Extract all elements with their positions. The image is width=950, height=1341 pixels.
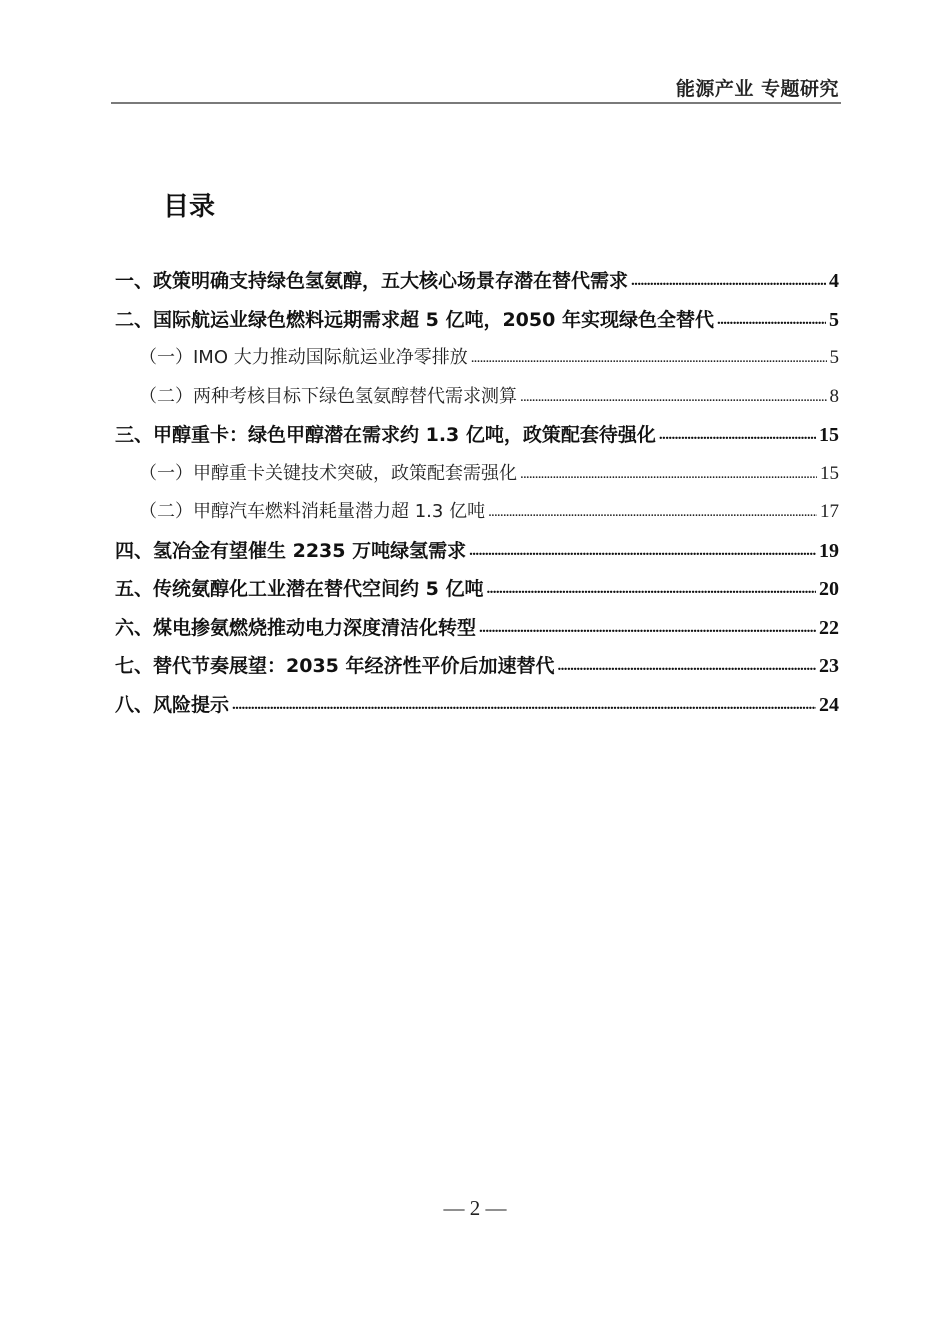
toc-entry[interactable] — [115, 301, 839, 340]
toc-entry-page: 24 — [819, 693, 839, 716]
toc-leader-dots — [232, 686, 816, 725]
page-header — [111, 70, 841, 104]
toc-entry[interactable] — [115, 686, 839, 725]
toc-subentry[interactable] — [115, 455, 839, 494]
table-of-contents — [115, 262, 839, 724]
toc-leader-dots — [520, 455, 817, 494]
toc-subentry[interactable] — [115, 339, 839, 378]
toc-leader-dots — [631, 262, 826, 301]
toc-leader-dots — [469, 532, 816, 571]
toc-entry[interactable] — [115, 647, 839, 686]
header-title: 能源产业 专题研究 — [675, 78, 839, 100]
toc-entry-page: 22 — [819, 616, 839, 639]
toc-entry-label: （一）甲醇重卡关键技术突破，政策配套需强化 — [139, 462, 517, 484]
toc-leader-dots — [520, 378, 827, 417]
toc-subentry[interactable] — [115, 378, 839, 417]
toc-leader-dots — [659, 416, 816, 455]
toc-leader-dots — [558, 647, 817, 686]
toc-subentry[interactable] — [115, 493, 839, 532]
toc-leader-dots — [471, 339, 827, 378]
toc-entry[interactable] — [115, 416, 839, 455]
toc-entry-label: 八、风险提示 — [115, 693, 230, 716]
toc-entry-page: 20 — [819, 578, 839, 600]
toc-entry-page: 4 — [829, 270, 839, 292]
toc-entry[interactable] — [115, 570, 839, 609]
toc-entry-label: （二）两种考核目标下绿色氢氨醇替代需求测算 — [139, 385, 517, 407]
toc-entry-page: 8 — [829, 385, 839, 407]
toc-entry-page: 23 — [819, 655, 839, 677]
toc-entry-page: 5 — [829, 308, 839, 331]
toc-leader-dots — [488, 493, 817, 532]
toc-entry-page: 5 — [829, 347, 839, 368]
toc-entry-label: （一）IMO 大力推动国际航运业净零排放 — [139, 347, 468, 368]
toc-entry-page: 17 — [820, 501, 839, 522]
toc-entry-label: 一、政策明确支持绿色氢氨醇，五大核心场景存潜在替代需求 — [115, 270, 629, 292]
toc-entry[interactable] — [115, 609, 839, 648]
toc-leader-dots — [486, 570, 816, 609]
toc-entry-page: 15 — [820, 462, 839, 484]
toc-entry-label: （二）甲醇汽车燃料消耗量潜力超 1.3 亿吨 — [139, 501, 486, 522]
toc-entry[interactable] — [115, 262, 839, 301]
toc-entry-page: 19 — [819, 539, 839, 562]
toc-entry-label: 五、传统氨醇化工业潜在替代空间约 5 亿吨 — [115, 578, 484, 600]
toc-entry-label: 六、煤电掺氨燃烧推动电力深度清洁化转型 — [115, 616, 477, 639]
toc-leader-dots — [479, 609, 816, 648]
page-number: — 2 — — [443, 1196, 507, 1220]
toc-entry-page: 15 — [819, 424, 839, 446]
toc-entry-label: 三、甲醇重卡：绿色甲醇潜在需求约 1.3 亿吨，政策配套待强化 — [115, 424, 656, 446]
toc-entry[interactable] — [115, 532, 839, 571]
toc-entry-label: 四、氢冶金有望催生 2235 万吨绿氢需求 — [115, 539, 467, 562]
toc-entry-label: 七、替代节奏展望：2035 年经济性平价后加速替代 — [115, 655, 555, 677]
toc-title: 目录 — [163, 192, 216, 222]
toc-entry-label: 二、国际航运业绿色燃料远期需求超 5 亿吨，2050 年实现绿色全替代 — [115, 308, 714, 331]
toc-leader-dots — [717, 301, 826, 340]
